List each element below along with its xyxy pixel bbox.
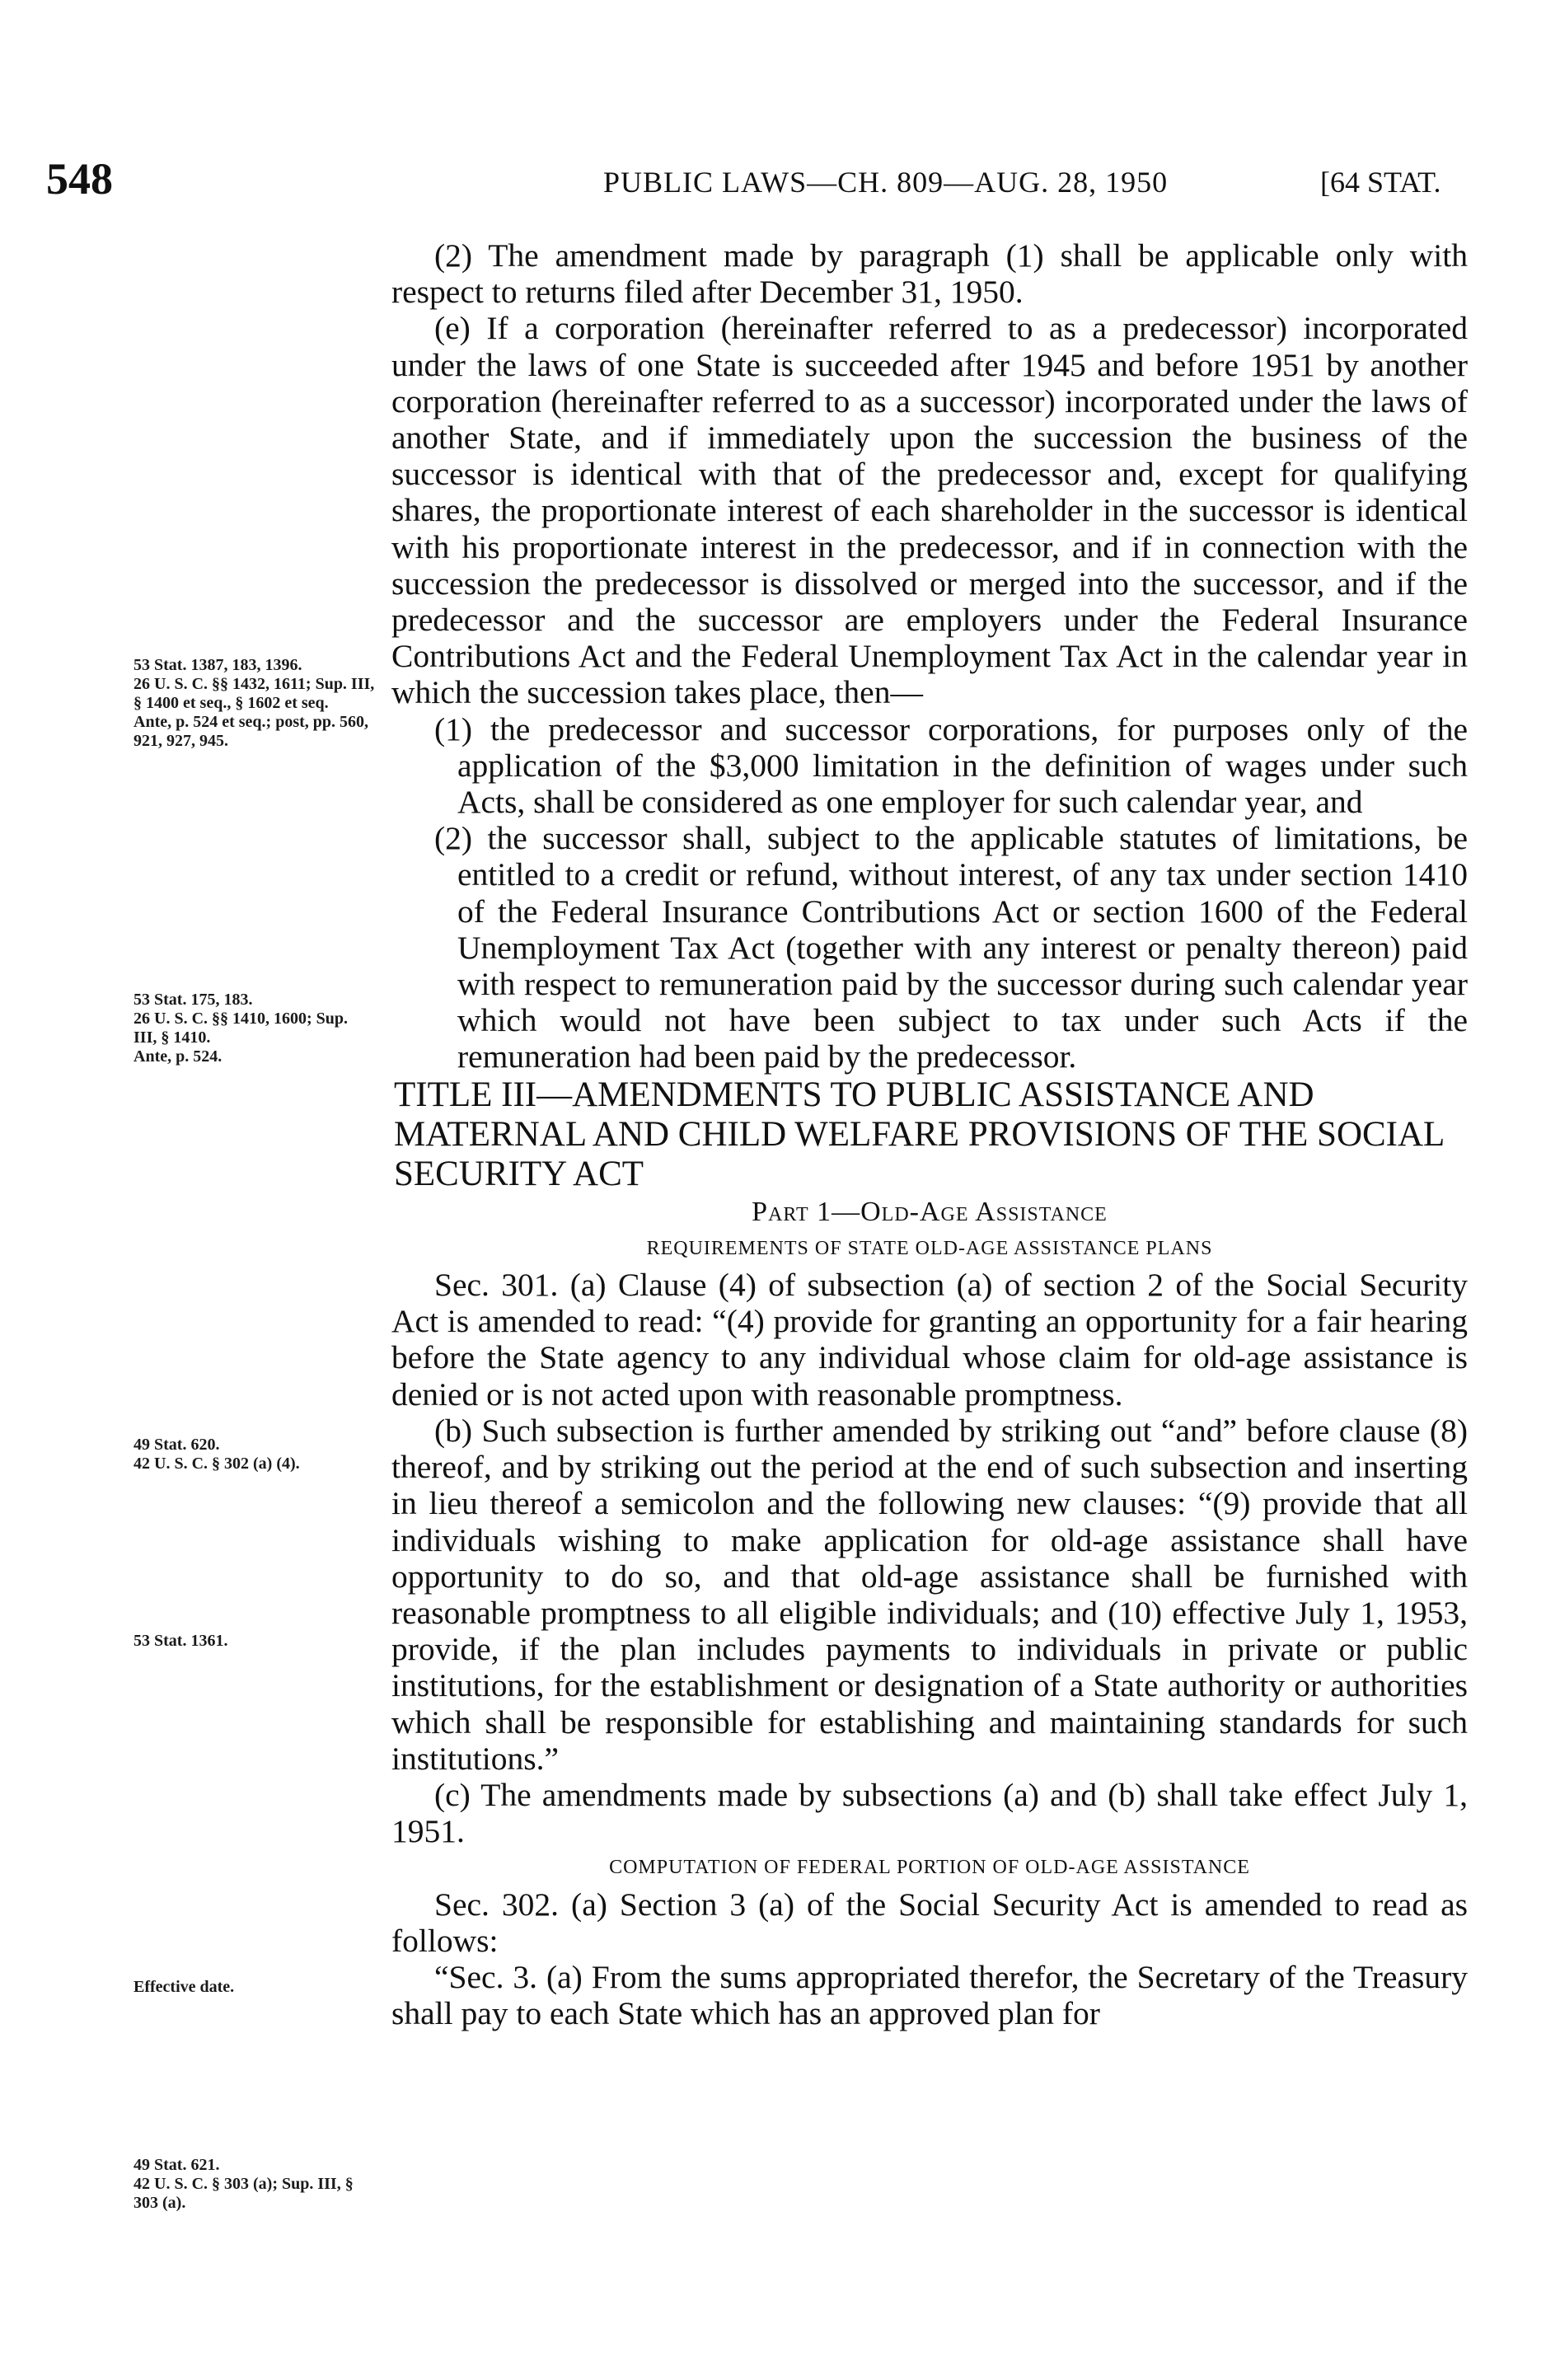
paragraph: (e) If a corporation (hereinafter referred to as a predecessor) incorporated under the laws of one State is succeeded after 1945 and before 1951 by another corporation (hereinafter referred to as a successor) incorporated under the laws of another State, and if immediately upon the succession the business of the successor is identical with that of the predecessor and, except for qualifying shares, the proportionate interest of each shareholder in the successor is identical with his proportionate interest in the predecessor, and if in connection with the succession the predecessor is dissolved or merged into the successor, and if the predecessor and the successor are employers under the Federal Insurance Contributions Act and the Federal Unemployment Tax Act in the calendar year in which the succession takes place, then— [391,310,1468,711]
page-number: 548 [46,154,113,204]
title-heading: TITLE III—AMENDMENTS TO PUBLIC ASSISTANCE AND MATERNAL AND CHILD WELFARE PROVISIONS OF THE SOCIAL SECURITY ACT [394,1075,1444,1193]
section-subheading: REQUIREMENTS OF STATE OLD-AGE ASSISTANCE PLANS [646,1237,1213,1259]
paragraph: “Sec. 3. (a) From the sums appropriated therefor, the Secretary of the Treasury shall pay to each State which has an approved plan for [391,1958,1468,2032]
section-subheading: COMPUTATION OF FEDERAL PORTION OF OLD-AGE ASSISTANCE [609,1857,1250,1879]
margin-note-1: 53 Stat. 1387, 183, 1396. 26 U. S. C. §§ 1432, 1611; Sup. III, § 1400 et seq., § 1602 et seq. Ante, p. 524 et seq.; post, pp. 560, 921, 927, 945. [134,656,375,750]
margin-note-4: 53 Stat. 1361. [134,1632,228,1650]
margin-note-2: 53 Stat. 175, 183. 26 U. S. C. §§ 1410, 1600; Sup. III, § 1410. Ante, p. 524. [134,991,349,1066]
running-head: PUBLIC LAWS—CH. 809—AUG. 28, 1950 [603,166,1169,199]
margin-note-5: Effective date. [134,1978,235,1996]
part-heading: Part 1—Old-Age Assistance [752,1196,1108,1227]
paragraph: (b) Such subsection is further amended by striking out “and” before clause (8) thereof, and by striking out the period at the end of such subsection and inserting in lieu thereof a semicolon and the following new clauses: “(9) provide that all individuals wishing to make application for old-age assistance shall have opportunity to do so, and that old-age assistance shall be furnished with reasonable promptness to all eligible individuals; and (10) effective July 1, 1953, provide, if the plan includes payments to individuals in private or public institutions, for the establishment or designation of a State authority or authorities which shall be responsible for establishing and maintaining standards for such institutions.” [391,1412,1468,1777]
paragraph: Sec. 301. (a) Clause (4) of subsection (a) of section 2 of the Social Security Act is amended to read: “(4) provide for granting an opportunity for a fair hearing before the State agency to any individual whose claim for old-age assistance is denied or is not acted upon with reasonable promptness. [391,1267,1468,1413]
paragraph: (c) The amendments made by subsections (a) and (b) shall take effect July 1, 1951. [391,1776,1468,1850]
list-item: (2) the successor shall, subject to the applicable statutes of limitations, be entitled to a credit or refund, without interest, of any tax under section 1410 of the Federal Insurance Contributions Act or section 1600 of the Federal Unemployment Tax Act (together with any interest or penalty thereon) paid with respect to remuneration paid by the successor during such calendar year which would not have been subject to tax under such Acts if the remuneration had been paid by the predecessor. [434,820,1468,1075]
main-text [391,237,1468,2031]
paragraph: Sec. 302. (a) Section 3 (a) of the Social Security Act is amended to read as follows: [391,1886,1468,1959]
paragraph: (2) The amendment made by paragraph (1) shall be applicable only with respect to returns filed after December 31, 1950. [391,237,1468,311]
list-item: (1) the predecessor and successor corporations, for purposes only of the application of the $3,000 limitation in the definition of wages under such Acts, shall be considered as one employer for such calendar year, and [434,710,1468,821]
margin-note-3: 49 Stat. 620. 42 U. S. C. § 302 (a) (4). [134,1436,300,1473]
statute-reference: [64 STAT. [1320,166,1441,199]
margin-note-6: 49 Stat. 621. 42 U. S. C. § 303 (a); Sup. III, § 303 (a). [134,2156,354,2212]
